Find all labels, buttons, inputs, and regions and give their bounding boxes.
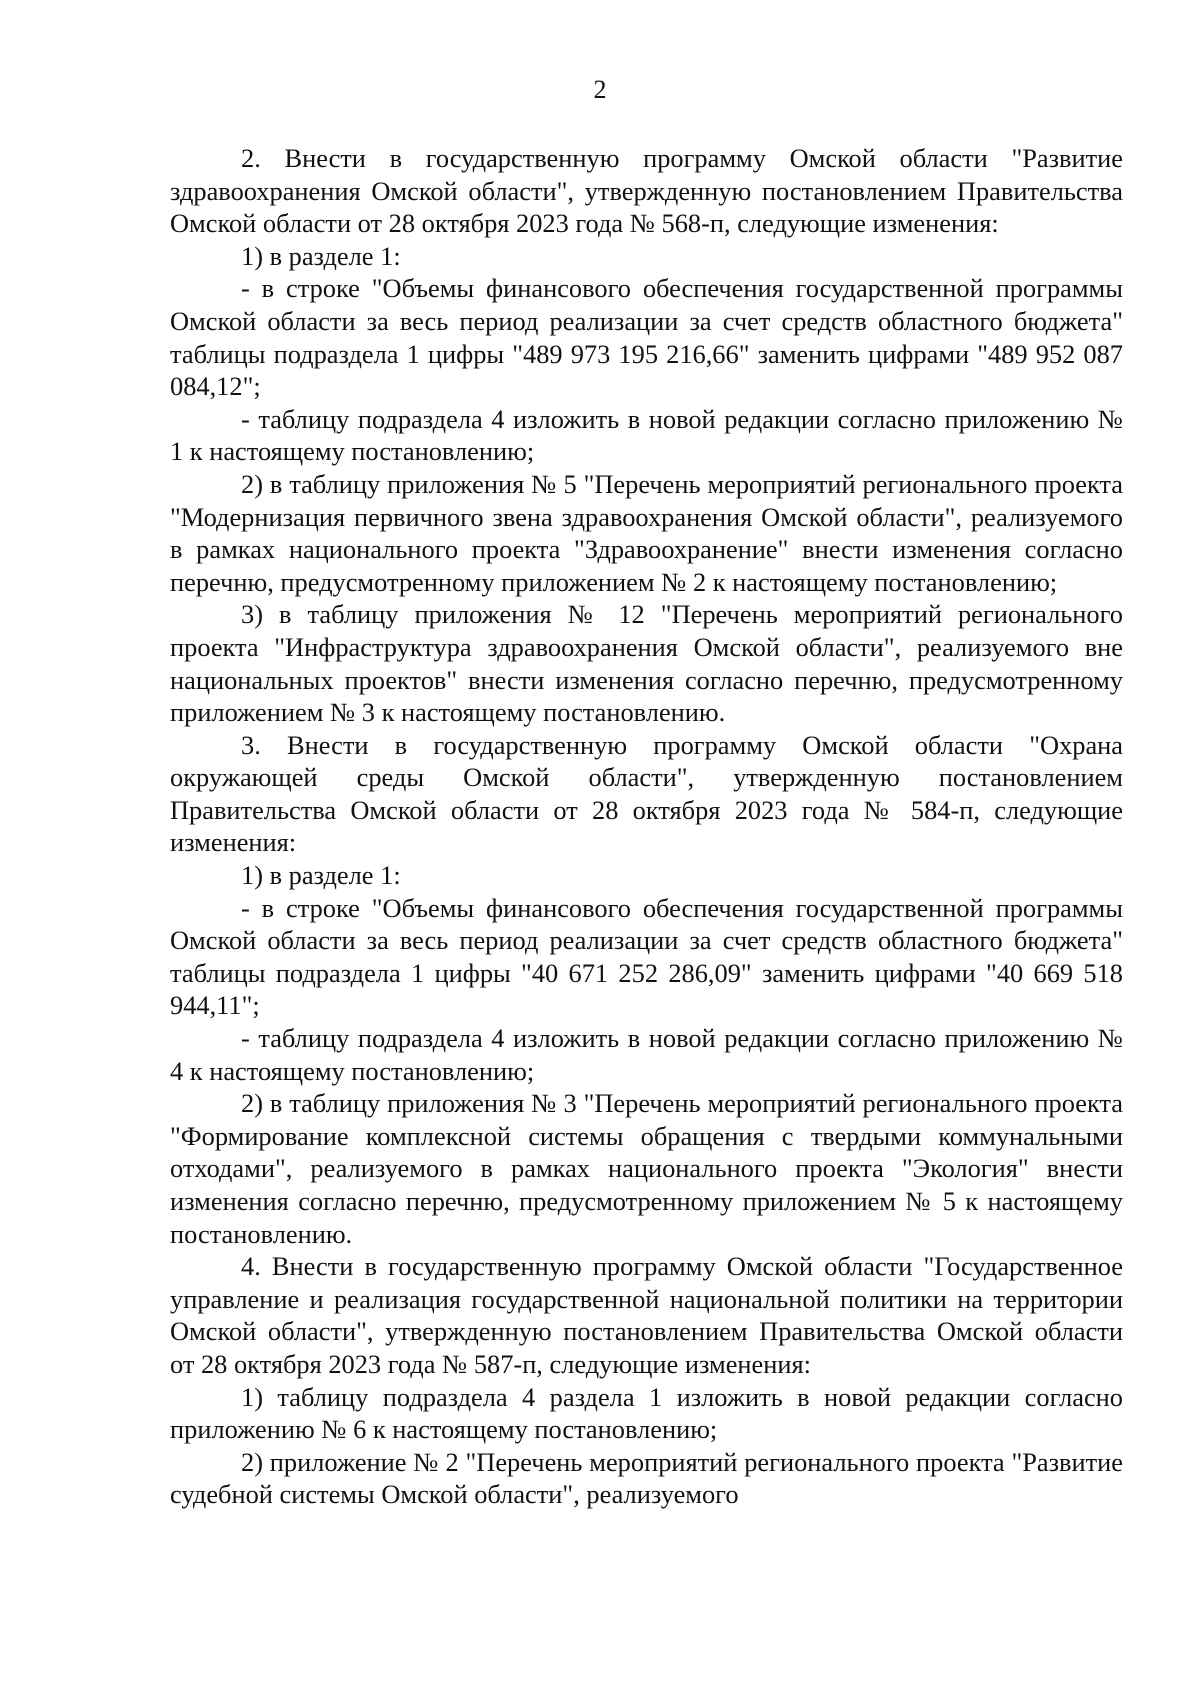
paragraph-section-3-item-1: 1) в разделе 1: [241, 860, 401, 891]
paragraph-section-2-item-2: 2) в таблицу приложения № 5 "Перечень мероприятий регионального проекта "Модернизация первичного звена здравоохранения Омской области", реализуемого в рамках национального проекта "Здравоохранение" внести изменения согласно перечню, предусмотренному приложением № 2 к настоящему постановлению; [170, 468, 1123, 597]
paragraph-section-4-intro: 4. Внести в государственную программу Омской области "Государственное управление и реализация государственной национальной политики на территории Омской области", утвержденную постановлением Правительства Омской области от 28 октября 2023 года № 587-п, следующие изменения: [170, 1251, 1123, 1379]
paragraph-section-2-item-1-row: - в строке "Объемы финансового обеспечения государственной программы Омской области за весь период реализации за счет средств областного бюджета" таблицы подраздела 1 цифры "489 973 195 216,66" заменить цифрами "489 952 087 084,12"; [170, 273, 1123, 402]
paragraph-section-3-intro: 3. Внести в государственную программу Омской области "Охрана окружающей среды Омской области", утвержденную постановлением Правительства Омской области от 28 октября 2023 года № 584-п, следующие изменения: [170, 729, 1123, 858]
document-body [170, 142, 1123, 1511]
paragraph-section-2-item-1-table: - таблицу подраздела 4 изложить в новой редакции согласно приложению № 1 к настоящему постановлению; [170, 403, 1123, 467]
page-number: 2 [593, 75, 607, 104]
paragraph-section-2-item-1: 1) в разделе 1: [241, 240, 401, 271]
paragraph-section-2-item-3: 3) в таблицу приложения № 12 "Перечень мероприятий регионального проекта "Инфраструктура здравоохранения Омской области", реализуемого вне национальных проектов" внести изменения согласно перечню, предусмотренному приложением № 3 к настоящему постановлению. [170, 599, 1123, 728]
paragraph-section-3-item-1-row: - в строке "Объемы финансового обеспечения государственной программы Омской области за весь период реализации за счет средств областного бюджета" таблицы подраздела 1 цифры "40 671 252 286,09" заменить цифрами "40 669 518 944,11"; [170, 892, 1123, 1021]
paragraph-section-3-item-2: 2) в таблицу приложения № 3 "Перечень мероприятий регионального проекта "Формирование комплексной системы обращения с твердыми коммунальными отходами", реализуемого в рамках национального проекта "Экология" внести изменения согласно перечню, предусмотренному приложением № 5 к настоящему постановлению. [170, 1088, 1123, 1249]
paragraph-section-4-item-1: 1) таблицу подраздела 4 раздела 1 изложить в новой редакции согласно приложению № 6 к настоящему постановлению; [170, 1381, 1123, 1445]
paragraph-section-2-intro: 2. Внести в государственную программу Омской области "Развитие здравоохранения Омской области", утвержденную постановлением Правительства Омской области от 28 октября 2023 года № 568-п, следующие изменения: [170, 143, 1123, 239]
paragraph-section-3-item-1-table: - таблицу подраздела 4 изложить в новой редакции согласно приложению № 4 к настоящему постановлению; [170, 1023, 1123, 1086]
paragraph-section-4-item-2: 2) приложение № 2 "Перечень мероприятий регионального проекта "Развитие судебной системы Омской области", реализуемого [170, 1446, 1123, 1510]
